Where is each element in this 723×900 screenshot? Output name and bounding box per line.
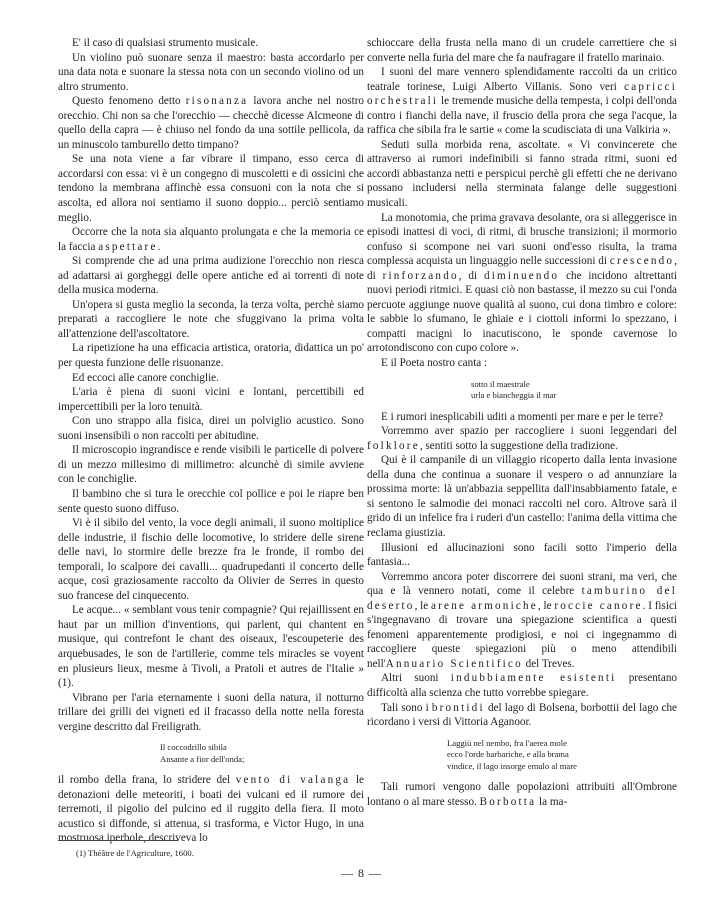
text-run: Vorremmo ancora poter discorrere dei suoni strani, ma veri, che qua e là vennero notati, come il celebre <box>367 570 677 598</box>
paragraph: Vibrano per l'aria eternamente i suoni della natura, il notturno trillare dei grilli dei vigneti ed il fracasso della notte nella foresta vergine descritto dal Freiligrath. <box>58 691 364 733</box>
paragraph: Vi è il sibilo del vento, la voce degli animali, il suono moltiplice delle industrie, il fischio delle locomotive, lo stridere delle sirene delle navi, lo stormire delle brezze fra le fronde, il rombo dei temporali, lo scalpore dei cavalli... quadrupedanti il concerto delle acque, così graziosamente raccolto da Olivier de Serres in questo suo francese del cinquecento. <box>58 517 364 602</box>
spaced-term: indubbiamente esistenti <box>450 672 617 685</box>
right-column <box>367 36 677 809</box>
verse-line: ecco l'orde barbariche, e alla brama <box>447 749 569 760</box>
spaced-term: risonanza <box>185 95 249 108</box>
paragraph: Se una nota viene a far vibrare il timpano, esso cerca di accordarsi con essa: vi è un congegno di muscoletti e di ossicini che tendono la membrana affinchè essa consuoni con la nota che si ascolta, ed allora noi sentiamo il suono doppio... perciò sentiamo meglio. <box>58 153 364 224</box>
paragraph <box>367 701 677 730</box>
text-run: Altri suoni <box>381 672 439 685</box>
paragraph <box>367 65 677 138</box>
text-run: Occorre che la nota sia alquanto prolungata e che la memoria ce la faccia <box>58 226 364 253</box>
text-run: del Treves. <box>525 657 575 670</box>
text-run: Vorremmo aver spazio per raccogliere i suoni leggendari del <box>381 425 677 438</box>
text-run: Tali rumori vengono dalle popolazioni attribuiti all'Ombrone lontano o al mare stesso. <box>367 781 677 808</box>
paragraph: Seduti sulla morbida rena, ascoltate. « Vi convincerete che attraverso ai rumori indefinibili si fanno strada ritmi, suoni ed accordi abbastanza netti e perspicui perchè gli effetti che ne derivano possano includersi nella sterminata falange delle suggestioni musicali. <box>367 138 677 210</box>
text-run: , le <box>537 599 552 612</box>
paragraph: schioccare della frusta nella mano di un crudele carrettiere che si converte nella furia del mare che fa naufragare il fratello marinaio. <box>367 37 677 64</box>
paragraph: Il microscopio ingrandisce e rende visibili le particelle di polvere di un mezzo millesimo di millimetro: alcunchè di simile avviene con le conchiglie. <box>58 444 364 486</box>
paragraph: La ripetizione ha una efficacia artistica, oratoria, didattica un po' per questa funzione delle risuonanze. <box>58 342 364 370</box>
spaced-term: folklore <box>367 439 420 452</box>
text-run: , le <box>414 599 429 612</box>
paragraph <box>367 211 677 356</box>
paragraph: E' il caso di qualsiasi strumento musicale. <box>72 37 259 49</box>
text-run: Questo fenomeno detto <box>72 95 181 108</box>
footnote-divider <box>58 840 178 841</box>
verse-quote <box>367 379 677 402</box>
verse-quote <box>367 738 677 773</box>
spaced-term: aspettare <box>98 240 158 253</box>
spaced-term: Annuario Scientifico <box>385 657 523 670</box>
verse-line: urla e biancheggia il mar <box>471 390 557 401</box>
paragraph: Ed eccoci alle canore conchiglie. <box>72 371 219 384</box>
verse-line: Ansante a fior dell'onda; <box>160 753 245 764</box>
paragraph: Un'opera si gusta meglio la seconda, la terza volta, perchè siamo preparati a raccogliere le note che sfuggivano la prima volta all'attenzione dell'ascoltatore. <box>58 298 364 340</box>
spaced-term: rinforzando <box>382 269 459 282</box>
left-column <box>58 36 364 846</box>
page-number: — 8 — <box>341 866 382 880</box>
text-run: presentano difficoltà alla scienza che tutto vorrebbe spiegare. <box>367 672 677 699</box>
text-run: la ma- <box>539 795 568 808</box>
paragraph: E il Poeta nostro canta : <box>381 357 488 370</box>
text-run: le detonazioni delle meteoriti, i boati dei vulcani ed il rumore dei terremoti, il pigolio del pulcino ed il ruggito della fiera. Il moto acustico si diffonde, si attenua, si trasforma, e Victor Hugo, in una mostruosa iperbole, descriveva lo <box>58 774 364 845</box>
text-run: le tremende musiche della tempesta, i colpi dell'onda contro i fianchi della nave, il fruscio della prora che sega l'acque, la raffica che sibila fra le sartie « come la scudisciata di una Valkiria ». <box>367 95 677 137</box>
text-run: I suoni del mare vennero splendidamente raccolti da un critico teatrale torinese, Luigi Alberto Villanis. Sono veri <box>367 66 677 93</box>
verse-quote <box>58 742 364 765</box>
spaced-term: Borbotta <box>479 795 537 808</box>
paragraph <box>367 671 677 700</box>
paragraph <box>367 424 677 453</box>
verse-line: Il coccodrillo sibila <box>160 742 227 753</box>
paragraph: E i rumori inesplicabili uditi a momenti per mare e per le terre? <box>381 410 664 423</box>
paragraph <box>367 780 677 809</box>
spaced-term: tamburino del deserto <box>367 585 677 612</box>
footnote: (1) Théâtre de l'Agriculture, 1600. <box>76 848 194 858</box>
text-run: . I fisici s'ingegnavano di trovare una spiegazione scientifica a questi fenomeni apparentemente prodigiosi, e noi ci ingegnammo di raccogliere queste spiegazioni più o meno attendibili nell' <box>367 599 677 670</box>
text-run: che incidono altrettanti nuovi periodi ritmici. E quasi ciò non bastasse, il mezzo su cui l'onda percuote aggiunge nuove qualità al suono, cui dona timbro e colore: le sabbie lo sfumano, le ghiaie e i ciottoli informi lo spezzano, i compatti macigni lo inacutiscono, le sponde cavernose lo arrotondiscono con cupo colore ». <box>367 269 677 355</box>
paragraph <box>58 773 364 846</box>
spaced-term: diminuendo <box>483 269 560 282</box>
verse-line: vindice, il lago insorge emulo al mare <box>447 760 577 771</box>
paragraph: Illusioni ed allucinazioni sono facili sotto l'imperio della fantasia... <box>367 541 677 569</box>
text-run: del lago di Bolsena, borbottii del lago che ricordano i versi di Vittoria Aganoor. <box>367 701 677 729</box>
paragraph: Le acque... « semblant vous tenir compagnie? Qui rejaillissent en haut par un million d'inventions, qui parlent, qui chantent en musique, qui contrefont le chant des oiseaux, l'escoupeterie des arquebusades, le son de l'artillerie, comme tels miracles se voyent en plusieurs lieux, mesme à Tivoli, a Pratoli et autres de l'Italie » (1). <box>58 604 364 690</box>
text-run: La monotomia, che prima gravava desolante, ora si alleggerisce in episodi inattesi di voci, di ritmi, di brusche transizioni; il mormorio confuso si scompone nei vari suoni ond'esso risulta, la trama complessa acquista un linguaggio nelle successioni di <box>367 211 677 268</box>
spaced-term: arene armoniche <box>431 599 538 612</box>
paragraph: Si comprende che ad una prima audizione l'orecchio non riesca ad adattarsi ai gorgheggi delle opere antiche ed ai torrenti di note della musica moderna. <box>58 255 364 297</box>
spaced-term: crescendo <box>609 255 675 268</box>
paragraph: Un violino può suonare senza il maestro: basta accordarlo per una data nota e suonare la stessa nota con un secondo violino od un altro strumento. <box>58 51 364 93</box>
text-run: , sentiti sotto la suggestione della tradizione. <box>419 439 618 452</box>
paragraph: Occorre che la nota sia alquanto prolungata e che la memoria ce la faccia aspettare. <box>58 226 364 253</box>
verse-line: Laggiù nel nembo, fra l'aerea mole <box>447 737 567 748</box>
paragraph: Con uno strappo alla fisica, direi un polviglio acustico. Sono suoni insensibili o non raccolti per abitudine. <box>58 415 364 442</box>
text-run: lavora anche nel nostro orecchio. Chi non sa che l'orecchio — checchè dicesse Alcmeone di quello della capra — è chiuso nel fondo da una sottile pellicola, da un minuscolo tamburello detto timpano? <box>58 95 364 151</box>
paragraph: Il bambino che si tura le orecchie col pollice e poi le riapre ben sente questo suono diffuso. <box>58 487 364 515</box>
spaced-term: capricci orchestrali <box>367 80 677 108</box>
text-run: il rombo della frana, lo stridere del <box>58 774 231 787</box>
paragraph: Qui è il campanile di un villaggio ricoperto dalla lenta invasione della duna che continua a suonare il vespero o ad annunziare la prossima morte: là un'abbazia seppellita dall'insabbiamento fatale, e si sentono le salmodie dei monaci raccolti nel coro. Altrove sarà il grido di un infelice fra i ruderi d'un castello: l'anima della vittima che reclama giustizia. <box>367 454 677 539</box>
spaced-term: brontidi <box>431 701 485 714</box>
text-run: Tali sono i <box>381 701 429 714</box>
paragraph <box>58 94 364 152</box>
paragraph <box>367 570 677 672</box>
paragraph: L'aria è piena di suoni vicini e lontani, percettibili ed impercettibili per la loro tenuità. <box>58 386 364 413</box>
spaced-term: vento di valanga <box>235 774 351 787</box>
spaced-term: roccie canore <box>554 599 643 612</box>
verse-line: sotto il maestrale <box>471 378 530 389</box>
text-run: , di <box>367 255 677 282</box>
text-run: , di <box>458 269 478 282</box>
